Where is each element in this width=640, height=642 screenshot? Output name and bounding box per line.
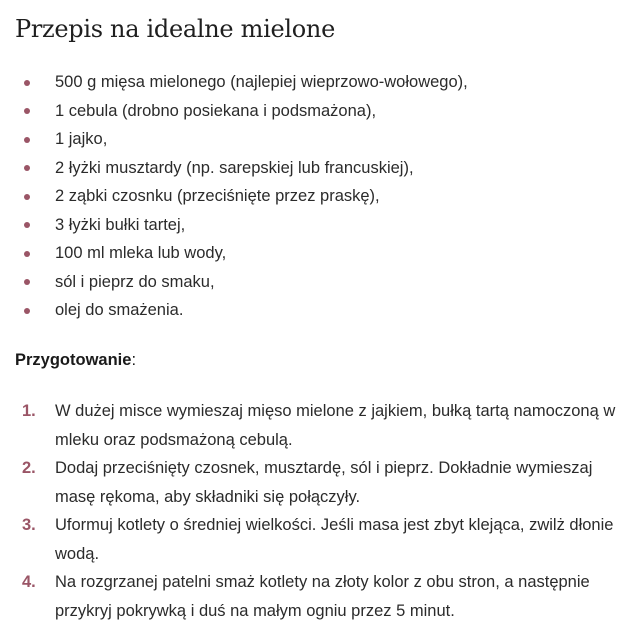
ingredient-text: 2 łyżki musztardy (np. sarepskiej lub francuskiej),: [55, 158, 414, 177]
step-number: 2.: [22, 459, 36, 477]
bullet-icon: [24, 137, 30, 143]
step-text: W dużej misce wymieszaj mięso mielone z jajkiem, bułką tartą namoczoną w mleku oraz podsmażoną cebulą.: [55, 402, 616, 449]
step-number: 1.: [22, 402, 36, 420]
recipe-title: Przepis na idealne mielone: [15, 15, 335, 43]
ingredient-item: [0, 182, 468, 211]
ingredient-text: 1 cebula (drobno posiekana i podsmażona),: [55, 101, 377, 120]
ingredient-text: 500 g mięsa mielonego (najlepiej wieprzowo-wołowego),: [55, 73, 468, 91]
ingredient-item: [0, 125, 468, 154]
preparation-steps-list: [0, 397, 625, 625]
ingredient-text: 3 łyżki bułki tartej,: [55, 215, 186, 234]
step-text: Na rozgrzanej patelni smaż kotlety na złoty kolor z obu stron, a następnie przykryj pokrywką i duś na małym ogniu przez 5 minut.: [55, 573, 590, 620]
ingredient-item: [0, 268, 468, 297]
ingredient-item: [0, 211, 468, 240]
bullet-icon: [24, 165, 30, 171]
bullet-icon: [24, 194, 30, 200]
bullet-icon: [24, 251, 30, 257]
ingredients-list: [0, 68, 468, 325]
preparation-heading: [15, 345, 136, 375]
ingredient-item: [0, 97, 468, 126]
ingredient-item: [0, 296, 468, 325]
step-number: 3.: [22, 516, 36, 534]
ingredient-text: sól i pieprz do smaku,: [55, 272, 215, 291]
bullet-icon: [24, 80, 30, 86]
preparation-colon: :: [131, 351, 137, 369]
ingredient-item: [0, 68, 468, 97]
step-item: [0, 511, 625, 568]
ingredient-text: 2 ząbki czosnku (przeciśnięte przez praskę),: [55, 187, 380, 205]
ingredient-item: [0, 154, 468, 183]
ingredient-text: 1 jajko,: [55, 130, 108, 148]
bullet-icon: [24, 222, 30, 228]
step-text: Uformuj kotlety o średniej wielkości. Jeśli masa jest zbyt klejąca, zwilż dłonie wodą.: [55, 516, 614, 563]
bullet-icon: [24, 308, 30, 314]
ingredient-item: [0, 239, 468, 268]
step-text: Dodaj przeciśnięty czosnek, musztardę, sól i pieprz. Dokładnie wymieszaj masę rękoma, aby składniki się połączyły.: [55, 459, 593, 506]
bullet-icon: [24, 279, 30, 285]
ingredient-text: 100 ml mleka lub wody,: [55, 244, 227, 262]
step-number: 4.: [22, 573, 36, 591]
bullet-icon: [24, 108, 30, 114]
step-item: [0, 397, 625, 454]
preparation-label: Przygotowanie: [15, 351, 132, 369]
step-item: [0, 568, 625, 625]
step-item: [0, 454, 625, 511]
ingredient-text: olej do smażenia.: [55, 301, 184, 319]
